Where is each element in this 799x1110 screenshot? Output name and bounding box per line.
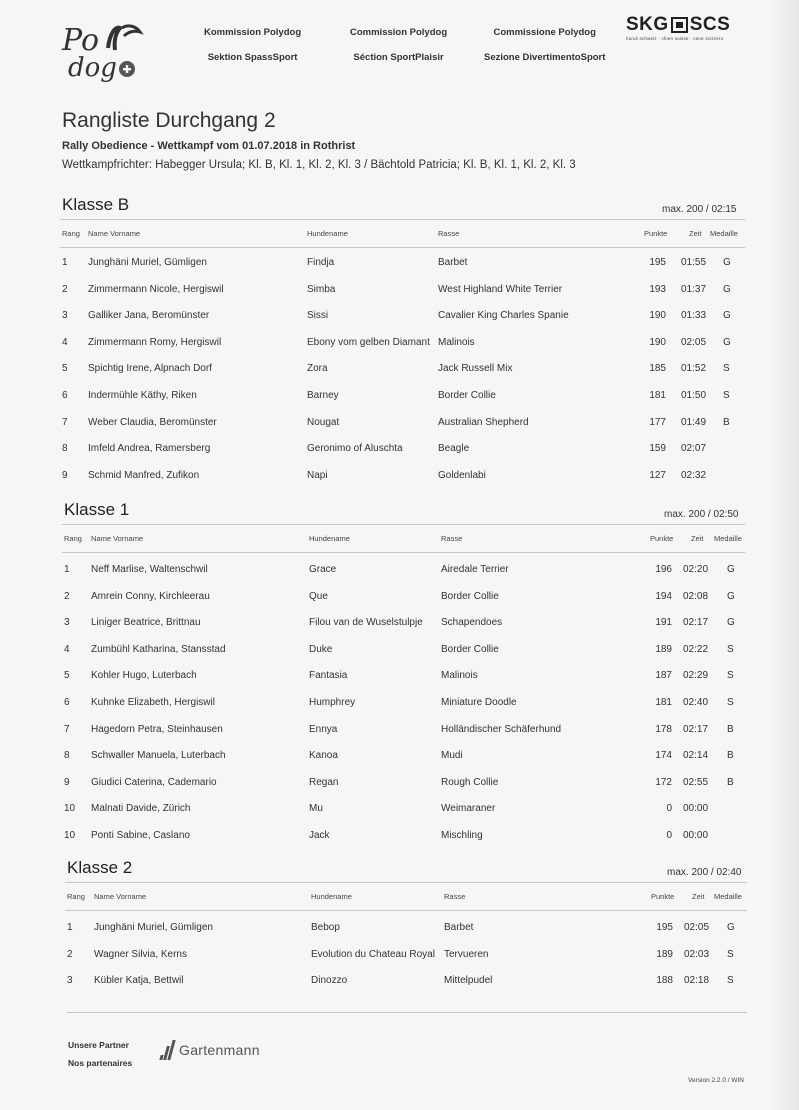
cell-punkte: 177 xyxy=(649,416,666,428)
cell-hund: Ebony vom gelben Diamant xyxy=(307,336,430,348)
column-header-punkte: Punkte xyxy=(651,892,675,901)
table-row xyxy=(0,310,760,330)
cell-rang: 4 xyxy=(62,336,68,348)
cell-name: Zimmermann Nicole, Hergiswil xyxy=(88,283,224,295)
section-max-values: max. 200 / 02:40 xyxy=(667,867,742,878)
cell-rasse: Beagle xyxy=(438,443,470,455)
cell-zeit: 02:32 xyxy=(681,469,707,481)
cell-medaille: G xyxy=(723,283,731,295)
judges-line: Wettkampfrichter: Habegger Ursula; Kl. B, Kl. 1, Kl. 2, Kl. 3 / Bächtold Patricia; Kl. B, Kl. 1, Kl. 2, Kl. 3 xyxy=(62,159,576,171)
cell-name: Wagner Silvia, Kerns xyxy=(94,948,187,960)
header-col-fr xyxy=(350,20,447,70)
cell-rang: 7 xyxy=(62,416,68,428)
cell-zeit: 02:17 xyxy=(683,723,709,735)
cell-medaille: B xyxy=(727,750,734,762)
cell-hund: Dinozzo xyxy=(311,975,348,986)
section-title: Klasse B xyxy=(62,195,130,214)
scs-text: SCS xyxy=(689,14,731,35)
column-header-hund: Hundename xyxy=(307,229,348,238)
cell-rang: 6 xyxy=(62,390,68,401)
cell-zeit: 02:08 xyxy=(683,590,709,602)
cell-punkte: 195 xyxy=(649,257,666,268)
table-row xyxy=(0,922,760,942)
table-row xyxy=(0,724,760,744)
page-title: Rangliste Durchgang 2 xyxy=(62,109,276,132)
cell-zeit: 02:17 xyxy=(683,617,709,629)
cell-name: Liniger Beatrice, Brittnau xyxy=(91,617,201,629)
cell-name: Weber Claudia, Beromünster xyxy=(88,416,217,428)
cell-rasse: Australian Shepherd xyxy=(438,416,529,428)
cell-medaille: B xyxy=(727,723,734,735)
cell-zeit: 01:49 xyxy=(681,416,707,428)
cell-rasse: Holländischer Schäferhund xyxy=(441,723,562,735)
table-row xyxy=(0,257,760,277)
table-row xyxy=(0,564,760,584)
cell-rang: 10 xyxy=(64,803,76,815)
table-row xyxy=(0,390,760,410)
partner-logo xyxy=(160,1040,260,1060)
cell-rasse: Malinois xyxy=(438,336,475,348)
section-top-rule xyxy=(60,219,745,220)
column-header-hund: Hundename xyxy=(311,892,352,901)
cell-rang: 4 xyxy=(64,643,70,655)
header-commission-fr: Commission Polydog xyxy=(350,27,448,38)
cell-rasse: West Highland White Terrier xyxy=(438,283,563,295)
cell-punkte: 191 xyxy=(655,617,672,629)
cell-rang: 1 xyxy=(64,564,70,575)
column-header-rang: Rang xyxy=(62,229,80,238)
partner-label-fr: Nos partenaires xyxy=(68,1058,133,1068)
cell-rasse: Border Collie xyxy=(441,643,499,655)
cell-zeit: 02:20 xyxy=(683,564,709,575)
cell-rang: 2 xyxy=(64,590,70,602)
cell-name: Imfeld Andrea, Ramersberg xyxy=(88,443,211,455)
cell-medaille: S xyxy=(727,975,734,986)
cell-rasse: Mudi xyxy=(441,750,463,762)
cell-name: Spichtig Irene, Alpnach Dorf xyxy=(88,363,212,375)
header-section-de: Sektion SpassSport xyxy=(207,52,298,63)
table-row xyxy=(0,363,760,383)
cell-rasse: Airedale Terrier xyxy=(441,564,509,575)
table-row xyxy=(0,470,760,490)
cell-rasse: Barbet xyxy=(438,257,468,268)
cell-name: Junghäni Muriel, Gümligen xyxy=(94,922,213,933)
cell-punkte: 181 xyxy=(655,697,672,708)
cell-medaille: S xyxy=(723,363,730,375)
cell-hund: Ennya xyxy=(309,723,338,735)
cell-punkte: 189 xyxy=(656,948,673,960)
cell-zeit: 02:22 xyxy=(683,643,709,655)
cell-hund: Bebop xyxy=(311,922,340,933)
cell-rasse: Rough Collie xyxy=(441,776,499,788)
cell-punkte: 159 xyxy=(649,443,666,455)
cell-zeit: 02:05 xyxy=(684,922,710,933)
event-subtitle: Rally Obedience - Wettkampf vom 01.07.2018 in Rothrist xyxy=(62,140,356,152)
polydog-logo xyxy=(60,20,150,82)
partner-label-de: Unsere Partner xyxy=(68,1040,129,1050)
section-title: Klasse 1 xyxy=(64,500,130,519)
header-bottom-rule xyxy=(60,247,745,248)
table-row xyxy=(0,750,760,770)
column-header-rang: Rang xyxy=(67,892,85,901)
cell-hund: Zora xyxy=(307,363,328,375)
cell-hund: Geronimo of Aluschta xyxy=(307,443,403,455)
partner-labels xyxy=(68,1036,132,1072)
cell-name: Hagedorn Petra, Steinhausen xyxy=(91,723,223,735)
cell-medaille: G xyxy=(727,564,735,575)
cell-medaille: S xyxy=(727,697,734,708)
skg-scs-logo xyxy=(626,14,741,41)
section-max-values: max. 200 / 02:50 xyxy=(664,509,739,520)
cell-zeit: 02:07 xyxy=(681,443,707,455)
cell-zeit: 01:52 xyxy=(681,363,707,375)
cell-medaille: G xyxy=(727,922,735,933)
cell-rasse: Weimaraner xyxy=(441,803,496,815)
header-section-fr: Séction SportPlaisir xyxy=(353,52,444,63)
cell-rasse: Schapendoes xyxy=(441,617,503,629)
section-max-values: max. 200 / 02:15 xyxy=(662,204,737,215)
table-row xyxy=(0,337,760,357)
cell-zeit: 01:33 xyxy=(681,310,707,322)
cell-name: Amrein Conny, Kirchleerau xyxy=(91,590,210,602)
table-row xyxy=(0,443,760,463)
cell-hund: Duke xyxy=(309,643,333,655)
cell-zeit: 02:40 xyxy=(683,697,709,708)
table-row xyxy=(0,617,760,637)
section-title: Klasse 2 xyxy=(67,858,133,877)
cell-rang: 3 xyxy=(67,975,73,986)
cell-hund: Que xyxy=(309,590,328,602)
cell-name: Ponti Sabine, Caslano xyxy=(91,830,190,841)
column-header-zeit: Zeit xyxy=(691,534,704,543)
column-header-rang: Rang xyxy=(64,534,82,543)
skg-text: SKG xyxy=(626,14,669,35)
cell-name: Zimmermann Romy, Hergiswil xyxy=(88,336,222,348)
table-row xyxy=(0,591,760,611)
column-header-medaille: Medaille xyxy=(710,229,738,238)
cell-rang: 1 xyxy=(67,922,73,933)
cell-punkte: 178 xyxy=(655,723,672,735)
cell-zeit: 01:50 xyxy=(681,390,707,401)
cell-zeit: 02:14 xyxy=(683,750,709,762)
cell-name: Neff Marlise, Waltenschwil xyxy=(91,564,208,575)
column-header-zeit: Zeit xyxy=(692,892,705,901)
cell-rasse: Miniature Doodle xyxy=(441,697,517,708)
cell-punkte: 190 xyxy=(649,336,666,348)
header-col-it xyxy=(484,20,605,70)
header-section-it: Sezione DivertimentoSport xyxy=(484,52,606,63)
cell-rang: 2 xyxy=(62,283,68,295)
table-row xyxy=(0,830,760,850)
cell-medaille: G xyxy=(723,310,731,322)
cell-name: Malnati Davide, Zürich xyxy=(91,803,191,815)
cell-medaille: S xyxy=(727,643,734,655)
cell-hund: Simba xyxy=(307,283,336,295)
partner-name: Gartenmann xyxy=(179,1042,260,1058)
header-bottom-rule xyxy=(62,552,745,553)
cell-rang: 3 xyxy=(64,617,70,629)
cell-rang: 8 xyxy=(62,443,68,455)
column-header-medaille: Medaille xyxy=(714,892,742,901)
cell-rang: 9 xyxy=(64,776,70,788)
cell-medaille: G xyxy=(727,617,735,629)
section-top-rule xyxy=(62,524,745,525)
cell-punkte: 185 xyxy=(649,363,666,375)
cell-rang: 5 xyxy=(62,363,68,375)
header-commission-de: Kommission Polydog xyxy=(204,27,302,38)
cell-hund: Sissi xyxy=(307,310,329,322)
cell-name: Schwaller Manuela, Luterbach xyxy=(91,750,226,762)
column-header-punkte: Punkte xyxy=(650,534,674,543)
cell-punkte: 0 xyxy=(666,830,672,841)
cell-punkte: 181 xyxy=(649,390,666,401)
cell-rang: 9 xyxy=(62,469,68,481)
cell-punkte: 189 xyxy=(655,643,672,655)
cell-punkte: 127 xyxy=(649,469,666,481)
column-header-punkte: Punkte xyxy=(644,229,668,238)
table-row xyxy=(0,644,760,664)
cell-rasse: Goldenlabi xyxy=(438,469,486,481)
cell-rasse: Barbet xyxy=(444,922,474,933)
cell-hund: Barney xyxy=(307,390,339,401)
column-header-name: Name Vorname xyxy=(88,229,141,238)
cell-name: Indermühle Käthy, Riken xyxy=(88,390,197,401)
column-header-rasse: Rasse xyxy=(441,534,463,543)
cell-zeit: 02:29 xyxy=(683,670,709,682)
header-col-de xyxy=(204,20,301,70)
cell-punkte: 188 xyxy=(656,975,673,986)
cell-hund: Humphrey xyxy=(309,697,356,708)
table-row xyxy=(0,949,760,969)
page-edge-shadow xyxy=(769,0,799,1110)
table-row xyxy=(0,803,760,823)
footer-rule xyxy=(67,1012,747,1013)
header-commission-it: Commissione Polydog xyxy=(493,27,596,38)
column-header-zeit: Zeit xyxy=(689,229,702,238)
cell-name: Kübler Katja, Bettwil xyxy=(94,975,184,986)
column-header-medaille: Medaille xyxy=(714,534,742,543)
cell-hund: Napi xyxy=(307,469,328,481)
table-row xyxy=(0,975,760,995)
cell-zeit: 02:03 xyxy=(684,948,710,960)
cell-rang: 8 xyxy=(64,750,70,762)
cell-punkte: 193 xyxy=(649,283,666,295)
cell-medaille: G xyxy=(723,257,731,268)
cell-name: Giudici Caterina, Cademario xyxy=(91,776,217,788)
cell-rasse: Malinois xyxy=(441,670,478,682)
cell-medaille: B xyxy=(727,776,734,788)
cell-rasse: Tervueren xyxy=(444,948,489,960)
cell-punkte: 0 xyxy=(666,803,672,815)
cell-medaille: G xyxy=(727,590,735,602)
cell-rang: 3 xyxy=(62,310,68,322)
cell-name: Kuhnke Elizabeth, Hergiswil xyxy=(91,697,215,708)
cell-punkte: 196 xyxy=(655,564,672,575)
cell-name: Zumbühl Katharina, Stansstad xyxy=(91,643,226,655)
cell-punkte: 187 xyxy=(655,670,672,682)
cell-name: Schmid Manfred, Zufikon xyxy=(88,469,200,481)
cell-zeit: 02:05 xyxy=(681,336,707,348)
cell-hund: Evolution du Chateau Royal xyxy=(311,948,435,960)
cell-hund: Regan xyxy=(309,776,339,788)
cell-punkte: 174 xyxy=(655,750,672,762)
cell-hund: Grace xyxy=(309,564,337,575)
cell-rasse: Border Collie xyxy=(441,590,499,602)
cell-hund: Nougat xyxy=(307,416,340,428)
table-row xyxy=(0,777,760,797)
column-header-rasse: Rasse xyxy=(444,892,466,901)
cell-rang: 6 xyxy=(64,697,70,708)
cell-name: Galliker Jana, Beromünster xyxy=(88,310,210,322)
cell-name: Junghäni Muriel, Gümligen xyxy=(88,257,207,268)
version-label: Version 2.2.0 / WIN xyxy=(688,1077,744,1084)
cell-rasse: Mischling xyxy=(441,830,483,841)
column-header-name: Name Vorname xyxy=(91,534,144,543)
cell-name: Kohler Hugo, Luterbach xyxy=(91,670,197,682)
cell-zeit: 00:00 xyxy=(683,830,709,841)
cell-hund: Mu xyxy=(309,803,323,815)
cell-medaille: S xyxy=(723,390,730,401)
table-row xyxy=(0,697,760,717)
cell-rang: 5 xyxy=(64,670,70,682)
cell-medaille: G xyxy=(723,336,731,348)
cell-zeit: 00:00 xyxy=(683,803,709,815)
table-row xyxy=(0,417,760,437)
table-row xyxy=(0,670,760,690)
column-header-rasse: Rasse xyxy=(438,229,460,238)
cell-zeit: 01:37 xyxy=(681,283,707,295)
cell-medaille: S xyxy=(727,670,734,682)
cell-punkte: 172 xyxy=(655,776,672,788)
skg-emblem-icon xyxy=(671,17,688,33)
cell-punkte: 195 xyxy=(656,922,673,933)
cell-punkte: 190 xyxy=(649,310,666,322)
gartenmann-logo-icon xyxy=(160,1040,173,1060)
section-top-rule xyxy=(65,882,747,883)
cell-rang: 2 xyxy=(67,948,73,960)
cell-medaille: S xyxy=(727,948,734,960)
cell-rang: 7 xyxy=(64,723,70,735)
cell-hund: Kanoa xyxy=(309,750,338,762)
cell-hund: Fantasia xyxy=(309,670,348,682)
cell-zeit: 02:55 xyxy=(683,776,709,788)
cell-punkte: 194 xyxy=(655,590,672,602)
cell-rasse: Jack Russell Mix xyxy=(438,363,513,375)
table-row xyxy=(0,284,760,304)
cell-hund: Filou van de Wuselstulpje xyxy=(309,617,423,629)
column-header-name: Name Vorname xyxy=(94,892,147,901)
header-bottom-rule xyxy=(65,910,747,911)
cell-rasse: Mittelpudel xyxy=(444,975,493,986)
polydog-logo-text-dog: dog xyxy=(68,53,117,82)
cell-rasse: Cavalier King Charles Spanie xyxy=(438,310,569,322)
polydog-logo-text-poly: Po xyxy=(62,23,100,58)
cell-hund: Findja xyxy=(307,257,335,268)
cell-hund: Jack xyxy=(309,830,330,841)
cell-medaille: B xyxy=(723,416,730,428)
cell-rang: 10 xyxy=(64,830,76,841)
cell-rang: 1 xyxy=(62,257,68,268)
cell-zeit: 02:18 xyxy=(684,975,710,986)
column-header-hund: Hundename xyxy=(309,534,350,543)
skg-subtitle: hundi schweiz · chien suisse · cane svizzero xyxy=(626,36,724,41)
cell-rasse: Border Collie xyxy=(438,390,496,401)
cell-zeit: 01:55 xyxy=(681,257,707,268)
